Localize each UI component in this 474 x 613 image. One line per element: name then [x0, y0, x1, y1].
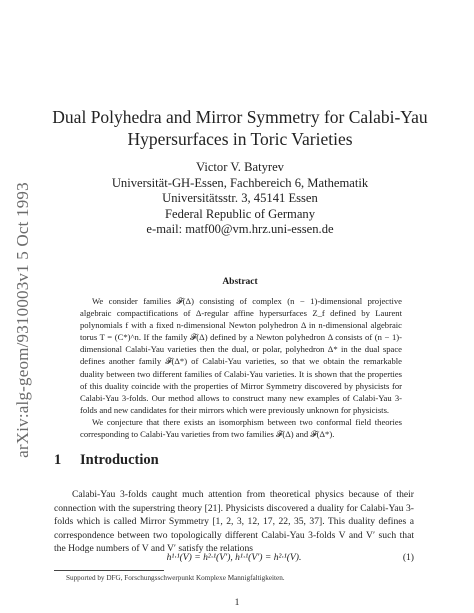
author-name: Victor V. Batyrev	[196, 160, 284, 174]
arxiv-identifier: arXiv:alg-geom/9310003v1 5 Oct 1993	[13, 182, 32, 458]
author-email: e-mail: matf00@vm.hrz.uni-essen.de	[146, 222, 334, 236]
author-block	[50, 160, 430, 238]
abstract-paragraph: We conjecture that there exists an isomorphism between two conformal field theories corresponding to Calabi-Yau varieties from two families 𝓕(Δ) and 𝓕(Δ*).	[80, 416, 402, 440]
paper-title	[50, 106, 430, 150]
author-country: Federal Republic of Germany	[164, 206, 316, 221]
author-street: Universitätsstr. 3, 45141 Essen	[162, 191, 318, 205]
section-number: 1	[54, 452, 62, 468]
intro-body	[54, 488, 414, 556]
equation-1	[54, 552, 414, 566]
section-heading	[54, 452, 159, 469]
intro-paragraph: Calabi-Yau 3-folds caught much attention from theoretical physics because of their connection with the superstring theory [21]. Physicists discovered a duality for Calabi-Yau 3-folds which is called Mirror Symmetry [1, 2, 3, 12, 17, 22, 35, 37]. This duality defines a correspondence between two topologically different Calabi-Yau 3-folds V and V′ such that the Hodge numbers of V and V′ satisfy the relations	[54, 489, 414, 555]
abstract-heading: Abstract	[222, 277, 258, 287]
title-line: Dual Polyhedra and Mirror Symmetry for Calabi-Yau	[52, 107, 428, 127]
title-line: Hypersurfaces in Toric Varieties	[127, 129, 353, 149]
abstract-body	[80, 295, 402, 440]
equation-number: (1)	[402, 552, 414, 563]
section-title: Introduction	[80, 452, 159, 468]
abstract-paragraph: We consider families 𝓕(Δ) consisting of complex (n − 1)-dimensional projective algebraic compactifications of Δ-regular affine hypersurfaces Z_f defined by Laurent polynomials f with a fixed n-dimensional Newton polyhedron Δ in n-dimensional algebraic torus T = (C*)^n. If the family 𝓕(Δ) defined by a Newton polyhedron Δ consists of (n − 1)-dimensional Calabi-Yau varieties then the dual, or polar, polyhedron Δ* in the dual space defines another family 𝓕(Δ*) of Calabi-Yau varieties, so that we obtain the remarkable duality between two different families of Calabi-Yau varieties. It is shown that the properties of this duality coincide with the properties of Mirror Symmetry discovered by physicists for Calabi-Yau 3-folds. Our method allows to construct many new examples of Calabi-Yau 3-folds and new candidates for their mirrors which were previously unknown for physicists.	[80, 296, 402, 415]
footnote-rule	[54, 570, 164, 571]
author-affiliation: Universität-GH-Essen, Fachbereich 6, Mathematik	[111, 175, 369, 190]
arxiv-sidebar	[6, 120, 40, 520]
footnote: Supported by DFG, Forschungsschwerpunkt Komplexe Mannigfaltigkeiten.	[66, 574, 285, 582]
equation-body: h¹·¹(V) = h²·¹(V′), h¹·¹(V′) = h²·¹(V).	[166, 552, 302, 563]
page-number: 1	[234, 597, 240, 608]
